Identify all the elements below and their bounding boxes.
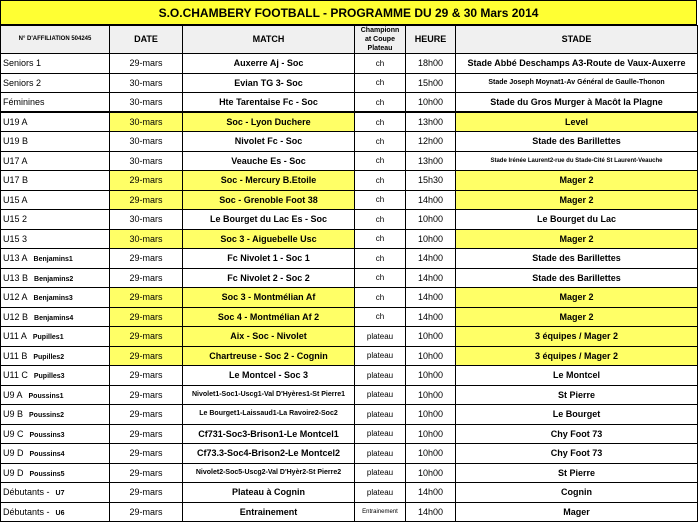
type-cell: ch	[355, 171, 406, 191]
match-cell: Soc - Lyon Duchere	[183, 112, 355, 132]
type-cell: ch	[355, 112, 406, 132]
date-cell: 30-mars	[110, 93, 183, 113]
type-cell: ch	[355, 151, 406, 171]
stade-cell: 3 équipes / Mager 2	[456, 346, 698, 366]
team-cell	[1, 288, 110, 308]
heure-cell: 12h00	[406, 132, 456, 152]
team-label: U19 A	[3, 117, 28, 127]
date-cell: 29-mars	[110, 249, 183, 269]
heure-cell: 14h00	[406, 307, 456, 327]
table-row	[1, 327, 698, 347]
match-cell: Chartreuse - Soc 2 - Cognin	[183, 346, 355, 366]
type-cell: Entrainement	[355, 502, 406, 522]
heure-cell: 10h00	[406, 327, 456, 347]
match-cell: Nivolet1-Soc1-Uscg1-Val D'Hyères1-St Pierre1	[183, 385, 355, 405]
stade-cell: Mager	[456, 502, 698, 522]
table-row	[1, 132, 698, 152]
type-cell: plateau	[355, 444, 406, 464]
team-cell	[1, 385, 110, 405]
date-cell: 29-mars	[110, 405, 183, 425]
table-row	[1, 307, 698, 327]
table-row	[1, 249, 698, 269]
table-row	[1, 405, 698, 425]
heure-cell: 14h00	[406, 502, 456, 522]
stade-cell: Chy Foot 73	[456, 424, 698, 444]
team-cell	[1, 249, 110, 269]
team-label: Seniors 2	[3, 77, 42, 88]
team-category: Pupilles1	[32, 334, 64, 342]
table-row	[1, 288, 698, 308]
stade-cell: Stade des Barillettes	[456, 268, 698, 288]
team-label: U9 B	[3, 409, 24, 420]
table-row	[1, 73, 698, 93]
date-cell: 30-mars	[110, 151, 183, 171]
page-title: S.O.CHAMBERY FOOTBALL - PROGRAMME DU 29 & 30 Mars 2014	[0, 0, 697, 25]
match-cell: Le Montcel - Soc 3	[183, 366, 355, 386]
team-category: U7	[55, 490, 65, 498]
heure-cell: 10h00	[406, 346, 456, 366]
type-cell: plateau	[355, 483, 406, 503]
team-label: Débutants -	[3, 506, 50, 517]
type-cell: plateau	[355, 405, 406, 425]
date-cell: 30-mars	[110, 229, 183, 249]
stade-cell: Mager 2	[456, 190, 698, 210]
table-row	[1, 171, 698, 191]
table-row	[1, 366, 698, 386]
date-cell: 29-mars	[110, 366, 183, 386]
date-cell: 29-mars	[110, 385, 183, 405]
stade-cell: Mager 2	[456, 288, 698, 308]
type-cell: plateau	[355, 424, 406, 444]
programme-table	[0, 25, 698, 522]
stade-cell: Mager 2	[456, 171, 698, 191]
table-row	[1, 151, 698, 171]
stade-cell: Chy Foot 73	[456, 444, 698, 464]
date-cell: 29-mars	[110, 483, 183, 503]
team-label: U13 A	[3, 253, 28, 264]
stade-cell: 3 équipes / Mager 2	[456, 327, 698, 347]
team-category: Poussins2	[29, 412, 65, 420]
team-cell	[1, 444, 110, 464]
heure-cell: 10h00	[406, 93, 456, 113]
match-cell: Veauche Es - Soc	[183, 151, 355, 171]
type-cell: ch	[355, 229, 406, 249]
date-cell: 29-mars	[110, 502, 183, 522]
header-affiliation: N° D'AFFILIATION 504245	[1, 26, 110, 54]
date-cell: 29-mars	[110, 268, 183, 288]
type-cell: ch	[355, 210, 406, 230]
type-cell: ch	[355, 73, 406, 93]
team-label: U17 A	[3, 155, 28, 166]
heure-cell: 10h00	[406, 463, 456, 483]
team-category: Poussins5	[29, 470, 65, 478]
heure-cell: 13h00	[406, 151, 456, 171]
heure-cell: 18h00	[406, 54, 456, 74]
team-cell	[1, 73, 110, 93]
table-row	[1, 112, 698, 132]
type-cell: plateau	[355, 385, 406, 405]
team-cell	[1, 151, 110, 171]
heure-cell: 15h30	[406, 171, 456, 191]
team-label: U15 3	[3, 233, 28, 244]
match-cell: Hte Tarentaise Fc - Soc	[183, 93, 355, 113]
team-cell	[1, 93, 110, 113]
match-cell: Cf73.3-Soc4-Brison2-Le Montcel2	[183, 444, 355, 464]
match-cell: Aix - Soc - Nivolet	[183, 327, 355, 347]
team-cell	[1, 210, 110, 230]
table-row	[1, 385, 698, 405]
stade-cell: Le Bourget	[456, 405, 698, 425]
match-cell: Soc - Mercury B.Etoile	[183, 171, 355, 191]
heure-cell: 10h00	[406, 210, 456, 230]
team-cell	[1, 171, 110, 191]
match-cell: Le Bourget du Lac Es - Soc	[183, 210, 355, 230]
header-date: DATE	[110, 26, 183, 54]
table-row	[1, 210, 698, 230]
type-cell: ch	[355, 249, 406, 269]
match-cell: Plateau à Cognin	[183, 483, 355, 503]
team-label: U11 B	[3, 350, 28, 361]
date-cell: 30-mars	[110, 73, 183, 93]
table-row	[1, 54, 698, 74]
team-cell	[1, 229, 110, 249]
stade-cell: St Pierre	[456, 463, 698, 483]
header-row	[1, 26, 698, 54]
date-cell: 29-mars	[110, 307, 183, 327]
match-cell: Evian TG 3- Soc	[183, 73, 355, 93]
heure-cell: 15h00	[406, 73, 456, 93]
heure-cell: 10h00	[406, 385, 456, 405]
heure-cell: 13h00	[406, 112, 456, 132]
match-cell: Soc - Grenoble Foot 38	[183, 190, 355, 210]
team-label: Seniors 1	[3, 58, 42, 69]
heure-cell: 10h00	[406, 405, 456, 425]
heure-cell: 14h00	[406, 268, 456, 288]
match-cell: Fc Nivolet 2 - Soc 2	[183, 268, 355, 288]
header-match: MATCH	[183, 26, 355, 54]
match-cell: Nivolet2-Soc5-Uscg2-Val D'Hyèr2-St Pierre2	[183, 463, 355, 483]
team-label: U9 A	[3, 389, 23, 400]
table-row	[1, 268, 698, 288]
table-row	[1, 463, 698, 483]
match-cell: Auxerre Aj - Soc	[183, 54, 355, 74]
header-stade: STADE	[456, 26, 698, 54]
team-cell	[1, 112, 110, 132]
team-label: U11 A	[3, 331, 27, 342]
type-cell: ch	[355, 307, 406, 327]
header-heure: HEURE	[406, 26, 456, 54]
stade-cell: Stade Joseph Moynat1-Av Général de Gaulle-Thonon	[456, 73, 698, 93]
table-row	[1, 190, 698, 210]
type-cell: ch	[355, 54, 406, 74]
heure-cell: 14h00	[406, 190, 456, 210]
table-row	[1, 483, 698, 503]
date-cell: 29-mars	[110, 346, 183, 366]
team-category: Pupilles2	[33, 353, 65, 361]
team-category: Poussins4	[29, 451, 65, 459]
type-cell: ch	[355, 190, 406, 210]
type-cell: plateau	[355, 463, 406, 483]
team-category: Benjamins4	[34, 314, 74, 322]
type-cell: ch	[355, 288, 406, 308]
date-cell: 29-mars	[110, 444, 183, 464]
type-cell: plateau	[355, 346, 406, 366]
team-cell	[1, 424, 110, 444]
team-cell	[1, 483, 110, 503]
table-row	[1, 229, 698, 249]
table-row	[1, 444, 698, 464]
match-cell: Le Bourget1-Laissaud1-La Ravoire2-Soc2	[183, 405, 355, 425]
team-label: U19 B	[3, 136, 29, 147]
stade-cell: Cognin	[456, 483, 698, 503]
team-cell	[1, 54, 110, 74]
stade-cell: Le Montcel	[456, 366, 698, 386]
team-label: U17 B	[3, 175, 29, 186]
type-cell: plateau	[355, 327, 406, 347]
stade-cell: Level	[456, 112, 698, 132]
table-row	[1, 424, 698, 444]
table-row	[1, 502, 698, 522]
team-label: U15 A	[3, 194, 28, 205]
team-category: Benjamins3	[33, 295, 73, 303]
match-cell: Nivolet Fc - Soc	[183, 132, 355, 152]
team-cell	[1, 463, 110, 483]
team-label: Féminines	[3, 97, 45, 107]
heure-cell: 10h00	[406, 229, 456, 249]
team-cell	[1, 307, 110, 327]
team-category: Poussins1	[28, 392, 64, 400]
type-cell: ch	[355, 132, 406, 152]
match-cell: Soc 4 - Montmélian Af 2	[183, 307, 355, 327]
team-label: U11 C	[3, 370, 28, 381]
stade-cell: Stade Abbé Deschamps A3-Route de Vaux-Auxerre	[456, 54, 698, 74]
heure-cell: 10h00	[406, 444, 456, 464]
header-type: Championn at Coupe Plateau	[355, 26, 406, 54]
match-cell: Soc 3 - Aiguebelle Usc	[183, 229, 355, 249]
stade-cell: St Pierre	[456, 385, 698, 405]
table-row	[1, 93, 698, 113]
team-cell	[1, 268, 110, 288]
team-label: U15 2	[3, 214, 28, 225]
date-cell: 29-mars	[110, 190, 183, 210]
date-cell: 29-mars	[110, 424, 183, 444]
type-cell: ch	[355, 93, 406, 113]
type-cell: plateau	[355, 366, 406, 386]
stade-cell: Stade Irénée Laurent2-rue du Stade-Cité St Laurent-Veauche	[456, 151, 698, 171]
date-cell: 29-mars	[110, 171, 183, 191]
team-label: U12 B	[3, 311, 29, 322]
team-cell	[1, 132, 110, 152]
team-cell	[1, 405, 110, 425]
team-cell	[1, 366, 110, 386]
date-cell: 30-mars	[110, 210, 183, 230]
table-row	[1, 346, 698, 366]
stade-cell: Stade des Barillettes	[456, 132, 698, 152]
match-cell: Soc 3 - Montmélian Af	[183, 288, 355, 308]
heure-cell: 10h00	[406, 366, 456, 386]
stade-cell: Mager 2	[456, 229, 698, 249]
team-category: Benjamins1	[33, 256, 73, 264]
date-cell: 30-mars	[110, 132, 183, 152]
team-cell	[1, 502, 110, 522]
team-cell	[1, 327, 110, 347]
team-category: Benjamins2	[34, 275, 74, 283]
date-cell: 30-mars	[110, 112, 183, 132]
team-category: U6	[55, 509, 65, 517]
team-label: U9 D	[3, 467, 24, 478]
team-cell	[1, 190, 110, 210]
date-cell: 29-mars	[110, 327, 183, 347]
stade-cell: Stade du Gros Murger à Macôt la Plagne	[456, 93, 698, 113]
team-label: U12 A	[3, 292, 28, 303]
heure-cell: 14h00	[406, 249, 456, 269]
team-label: U9 D	[3, 448, 24, 459]
heure-cell: 14h00	[406, 288, 456, 308]
type-cell: ch	[355, 268, 406, 288]
team-category: Poussins3	[29, 431, 65, 439]
team-cell	[1, 346, 110, 366]
table-body	[1, 54, 698, 522]
stade-cell: Mager 2	[456, 307, 698, 327]
match-cell: Fc Nivolet 1 - Soc 1	[183, 249, 355, 269]
date-cell: 29-mars	[110, 288, 183, 308]
match-cell: Entrainement	[183, 502, 355, 522]
team-label: U9 C	[3, 428, 24, 439]
team-label: Débutants -	[3, 487, 50, 498]
team-label: U13 B	[3, 272, 29, 283]
heure-cell: 14h00	[406, 483, 456, 503]
date-cell: 29-mars	[110, 54, 183, 74]
stade-cell: Stade des Barillettes	[456, 249, 698, 269]
stade-cell: Le Bourget du Lac	[456, 210, 698, 230]
heure-cell: 10h00	[406, 424, 456, 444]
team-category: Pupilles3	[33, 373, 65, 381]
match-cell: Cf731-Soc3-Brison1-Le Montcel1	[183, 424, 355, 444]
date-cell: 29-mars	[110, 463, 183, 483]
